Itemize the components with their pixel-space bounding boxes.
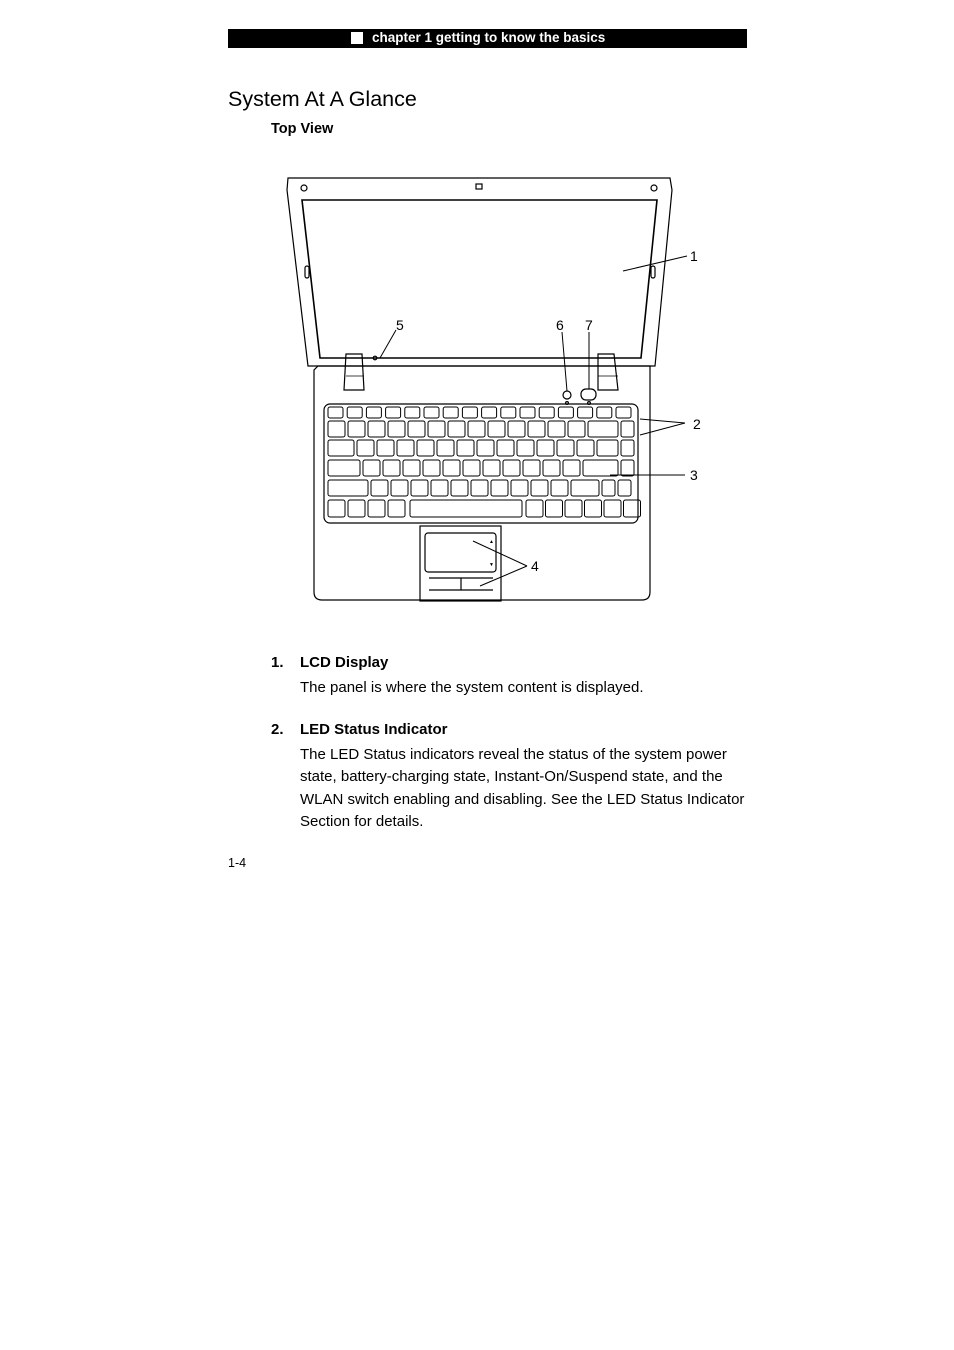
- keyboard-key: [328, 407, 343, 418]
- header-square-icon: [351, 32, 363, 44]
- keyboard-key: [477, 440, 494, 456]
- lid-latch-right: [651, 185, 657, 191]
- keyboard-key: [410, 500, 522, 517]
- keyboard-key: [463, 460, 480, 476]
- keyboard-key: [578, 407, 593, 418]
- callout-1: 1: [690, 248, 698, 264]
- chapter-label: chapter 1 getting to know the basics: [372, 30, 606, 45]
- keyboard-key: [411, 480, 428, 496]
- keyboard-key: [491, 480, 508, 496]
- keyboard-key: [531, 480, 548, 496]
- screen-panel: [302, 200, 657, 358]
- keyboard-key: [368, 421, 385, 437]
- keyboard-key: [597, 440, 618, 456]
- webcam-icon: [476, 184, 482, 189]
- keyboard-key: [618, 480, 631, 496]
- keyboard-key: [366, 407, 381, 418]
- item-description: The LED Status indicators reveal the status of the system power state, battery-charging state, Instant-On/Suspend state, and the WLAN switch enabling and disabling. See the LED Status Indicator Section for details.: [300, 746, 745, 831]
- keyboard-key: [397, 440, 414, 456]
- section-title: System At A Glance: [228, 87, 417, 111]
- keyboard-key: [501, 407, 516, 418]
- keyboard-key: [588, 421, 618, 437]
- keyboard-key: [417, 440, 434, 456]
- item-description: The panel is where the system content is displayed.: [300, 679, 644, 696]
- keyboard-key: [328, 480, 368, 496]
- keyboard-key: [546, 500, 563, 517]
- laptop-top-view-figure: [280, 170, 720, 605]
- laptop-diagram: [280, 170, 720, 605]
- keyboard-key: [543, 460, 560, 476]
- keyboard-key: [568, 421, 585, 437]
- keyboard-key: [328, 440, 354, 456]
- keyboard-key: [563, 460, 580, 476]
- keyboard-key: [443, 460, 460, 476]
- keyboard-key: [348, 421, 365, 437]
- item-title: LED Status Indicator: [300, 721, 448, 738]
- keyboard-key: [328, 421, 345, 437]
- keyboard-key: [597, 407, 612, 418]
- lid-outline: [287, 178, 672, 366]
- touchpad-surface: [425, 533, 496, 572]
- keyboard-key: [348, 500, 365, 517]
- keyboard-key: [520, 407, 535, 418]
- keyboard-key: [551, 480, 568, 496]
- keyboard-key: [571, 480, 599, 496]
- keyboard-key: [457, 440, 474, 456]
- keyboard-key: [371, 480, 388, 496]
- callout-2: 2: [693, 416, 701, 432]
- keyboard-key: [368, 500, 385, 517]
- keyboard-key: [443, 407, 458, 418]
- keyboard-key: [537, 440, 554, 456]
- keyboard-key: [621, 440, 634, 456]
- subsection-title: Top View: [271, 121, 334, 137]
- callout-4: 4: [531, 558, 539, 574]
- keyboard-key: [539, 407, 554, 418]
- keyboard-key: [391, 480, 408, 496]
- keyboard-key: [508, 421, 525, 437]
- keyboard-key: [405, 407, 420, 418]
- svg-text:▲: ▲: [489, 539, 494, 545]
- lid-bumper-left: [305, 266, 309, 278]
- item-number: 2.: [271, 721, 284, 738]
- keyboard-key: [388, 500, 405, 517]
- keyboard-key: [488, 421, 505, 437]
- lid-bumper-right: [651, 266, 655, 278]
- keyboard-key: [388, 421, 405, 437]
- hinge-right: [598, 354, 618, 390]
- keyboard-key: [357, 440, 374, 456]
- keyboard-key: [448, 421, 465, 437]
- callout-6: 6: [556, 317, 564, 333]
- keyboard-keys: [328, 407, 641, 517]
- keyboard-key: [565, 500, 582, 517]
- keyboard-key: [558, 407, 573, 418]
- keyboard-key: [468, 421, 485, 437]
- keyboard-key: [363, 460, 380, 476]
- item-title: LCD Display: [300, 654, 389, 671]
- keyboard-key: [548, 421, 565, 437]
- chapter-header-bar: [228, 29, 747, 48]
- keyboard-key: [585, 500, 602, 517]
- item-number: 1.: [271, 654, 284, 671]
- power-button: [581, 389, 596, 400]
- keyboard-key: [577, 440, 594, 456]
- keyboard-key: [408, 421, 425, 437]
- callout-7: 7: [585, 317, 593, 333]
- keyboard-key: [462, 407, 477, 418]
- keyboard-key: [328, 500, 345, 517]
- keyboard-key: [383, 460, 400, 476]
- page-number: 1-4: [228, 856, 247, 870]
- keyboard-key: [403, 460, 420, 476]
- keyboard-key: [621, 460, 634, 476]
- hinge-left: [344, 354, 364, 390]
- keyboard-key: [602, 480, 615, 496]
- keyboard-key: [517, 440, 534, 456]
- keyboard-key: [523, 460, 540, 476]
- svg-text:▼: ▼: [489, 562, 494, 568]
- keyboard-key: [423, 460, 440, 476]
- keyboard-key: [451, 480, 468, 496]
- keyboard-key: [497, 440, 514, 456]
- keyboard-key: [583, 460, 618, 476]
- keyboard-key: [386, 407, 401, 418]
- keyboard-key: [604, 500, 621, 517]
- keyboard-key: [471, 480, 488, 496]
- instant-on-button: [563, 391, 571, 399]
- keyboard-key: [557, 440, 574, 456]
- keyboard-area: [324, 404, 638, 523]
- callout-3: 3: [690, 467, 698, 483]
- keyboard-key: [347, 407, 362, 418]
- keyboard-key: [503, 460, 520, 476]
- keyboard-key: [377, 440, 394, 456]
- callout-5: 5: [396, 317, 404, 333]
- keyboard-key: [526, 500, 543, 517]
- keyboard-key: [437, 440, 454, 456]
- keyboard-key: [511, 480, 528, 496]
- keyboard-key: [528, 421, 545, 437]
- keyboard-key: [616, 407, 631, 418]
- keyboard-key: [483, 460, 500, 476]
- keyboard-key: [431, 480, 448, 496]
- lid-latch-left: [301, 185, 307, 191]
- keyboard-key: [482, 407, 497, 418]
- keyboard-key: [428, 421, 445, 437]
- keyboard-key: [621, 421, 634, 437]
- base-outline: [314, 366, 650, 600]
- keyboard-key: [328, 460, 360, 476]
- keyboard-key: [424, 407, 439, 418]
